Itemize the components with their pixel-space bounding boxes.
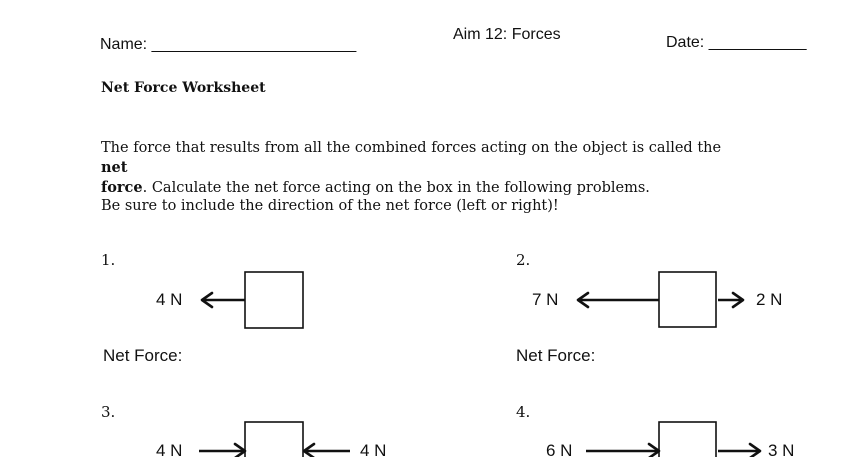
problem-2-box — [659, 272, 716, 327]
problem-3-left-force: 4 N — [156, 441, 183, 460]
problem-4-right-arrow — [718, 444, 760, 457]
problem-3-number: 3. — [101, 403, 116, 421]
problem-1-left-force: 4 N — [156, 290, 183, 309]
page-title: Aim 12: Forces — [453, 26, 561, 43]
name-field-label: Name: _______________________ — [100, 36, 357, 53]
problem-2-left-arrow — [578, 293, 659, 307]
date-field-label: Date: ___________ — [666, 34, 807, 51]
problem-1-number: 1. — [101, 251, 116, 269]
problem-2-number: 2. — [516, 251, 531, 269]
problem-4-right-force: 3 N — [768, 441, 795, 460]
problem-3-right-force: 4 N — [360, 441, 387, 460]
problem-2-left-force: 7 N — [532, 290, 559, 309]
direction-reminder: Be sure to include the direction of the net force (left or right)! — [101, 198, 559, 214]
intro-text-end: . Calculate the net force acting on the box in the following problems. — [142, 180, 650, 196]
problem-3-box — [245, 422, 303, 457]
problem-4-left-force: 6 N — [546, 441, 573, 460]
problem-2-net-force-label: Net Force: — [516, 346, 596, 365]
intro-text-start: The force that results from all the combined forces acting on the object is called the — [101, 140, 722, 156]
worksheet-title: Net Force Worksheet — [101, 80, 266, 96]
intro-bold-force: force — [101, 179, 143, 196]
problem-4-left-arrow — [586, 444, 659, 457]
problem-2-right-arrow — [718, 293, 743, 307]
problem-1-box — [245, 272, 303, 328]
problem-1-left-arrow — [202, 293, 245, 307]
problem-1-net-force-label: Net Force: — [103, 346, 183, 365]
problem-2-right-force: 2 N — [756, 290, 783, 309]
intro-bold-net: net — [101, 159, 128, 176]
problem-3-left-arrow — [199, 444, 245, 457]
problem-4-number: 4. — [516, 403, 531, 421]
problem-4-box — [659, 422, 716, 457]
problem-3-right-arrow — [304, 444, 350, 457]
